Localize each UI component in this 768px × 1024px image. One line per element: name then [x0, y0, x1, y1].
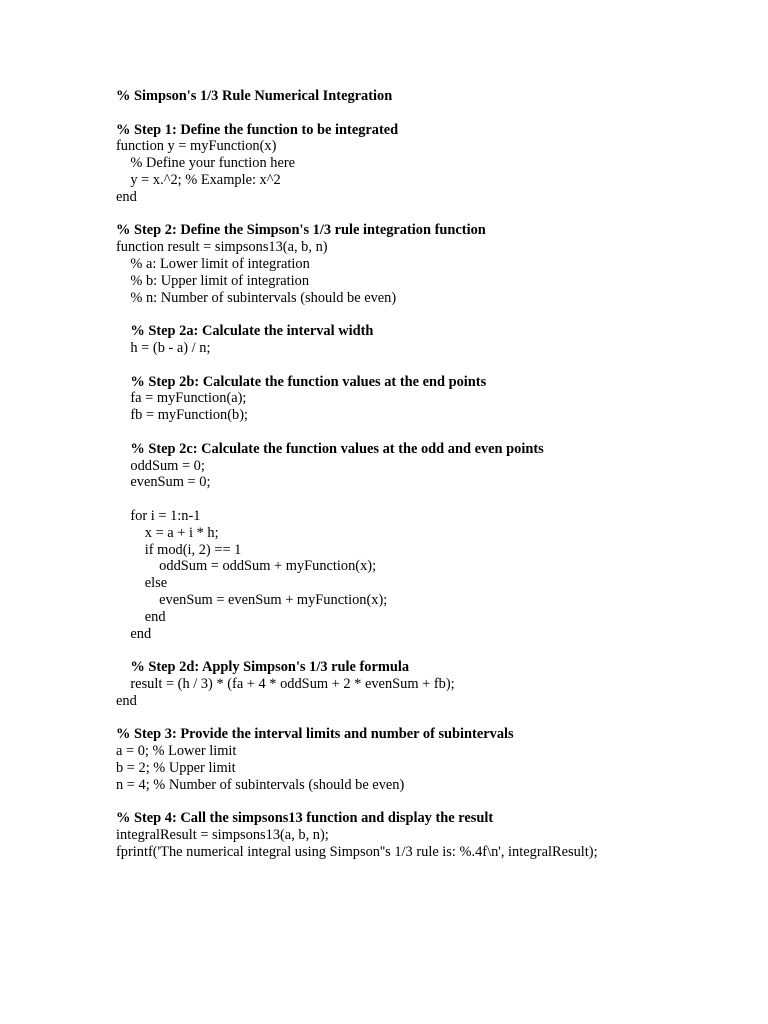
- code-line: if mod(i, 2) == 1: [116, 541, 242, 558]
- code-line: h = (b - a) / n;: [116, 339, 211, 356]
- code-line: end: [116, 608, 166, 625]
- blank-line: [116, 206, 756, 223]
- code-line: oddSum = 0;: [116, 457, 205, 474]
- code-line: oddSum = oddSum + myFunction(x);: [116, 558, 377, 575]
- code-line: % Define your function here: [116, 155, 296, 172]
- code-line: y = x.^2; % Example: x^2: [116, 171, 281, 188]
- code-line: % a: Lower limit of integration: [116, 255, 310, 272]
- blank-line: [116, 424, 756, 441]
- blank-line: [116, 105, 756, 122]
- comment-heading-line: % Step 2c: Calculate the function values at the odd and even points: [116, 440, 544, 457]
- blank-line: [116, 306, 756, 323]
- code-line: evenSum = evenSum + myFunction(x);: [116, 591, 388, 608]
- blank-line: [116, 709, 756, 726]
- code-line: fb = myFunction(b);: [116, 407, 249, 424]
- code-line: b = 2; % Upper limit: [116, 759, 236, 776]
- blank-line: [116, 357, 756, 374]
- code-line: end: [116, 692, 137, 709]
- blank-line: [116, 491, 756, 508]
- code-line: end: [116, 188, 137, 205]
- code-line: fa = myFunction(a);: [116, 390, 247, 407]
- code-line: n = 4; % Number of subintervals (should be even): [116, 776, 405, 793]
- code-listing: [116, 88, 756, 861]
- comment-heading-line: % Step 4: Call the simpsons13 function and display the result: [116, 810, 494, 827]
- code-line: % n: Number of subintervals (should be even): [116, 289, 397, 306]
- code-line: a = 0; % Lower limit: [116, 743, 237, 760]
- comment-heading-line: % Step 2d: Apply Simpson's 1/3 rule formula: [116, 659, 410, 676]
- blank-line: [116, 642, 756, 659]
- code-line: integralResult = simpsons13(a, b, n);: [116, 827, 329, 844]
- code-line: end: [116, 625, 152, 642]
- comment-heading-line: % Step 2a: Calculate the interval width: [116, 323, 374, 340]
- code-line: else: [116, 575, 168, 592]
- code-line: function y = myFunction(x): [116, 138, 277, 155]
- code-line: x = a + i * h;: [116, 524, 219, 541]
- code-line: evenSum = 0;: [116, 474, 211, 491]
- code-line: function result = simpsons13(a, b, n): [116, 239, 328, 256]
- code-line: % b: Upper limit of integration: [116, 272, 310, 289]
- comment-heading-line: % Step 2b: Calculate the function values at the end points: [116, 373, 487, 390]
- comment-heading-line: % Step 1: Define the function to be integrated: [116, 121, 399, 138]
- comment-heading-line: % Step 2: Define the Simpson's 1/3 rule integration function: [116, 222, 486, 239]
- code-line: fprintf('The numerical integral using Simpson''s 1/3 rule is: %.4f\n', integralResult);: [116, 843, 598, 860]
- comment-heading-line: % Step 3: Provide the interval limits and number of subintervals: [116, 726, 514, 743]
- blank-line: [116, 793, 756, 810]
- code-line: result = (h / 3) * (fa + 4 * oddSum + 2 * evenSum + fb);: [116, 675, 455, 692]
- code-line: for i = 1:n-1: [116, 507, 201, 524]
- comment-heading-line: % Simpson's 1/3 Rule Numerical Integration: [116, 88, 393, 104]
